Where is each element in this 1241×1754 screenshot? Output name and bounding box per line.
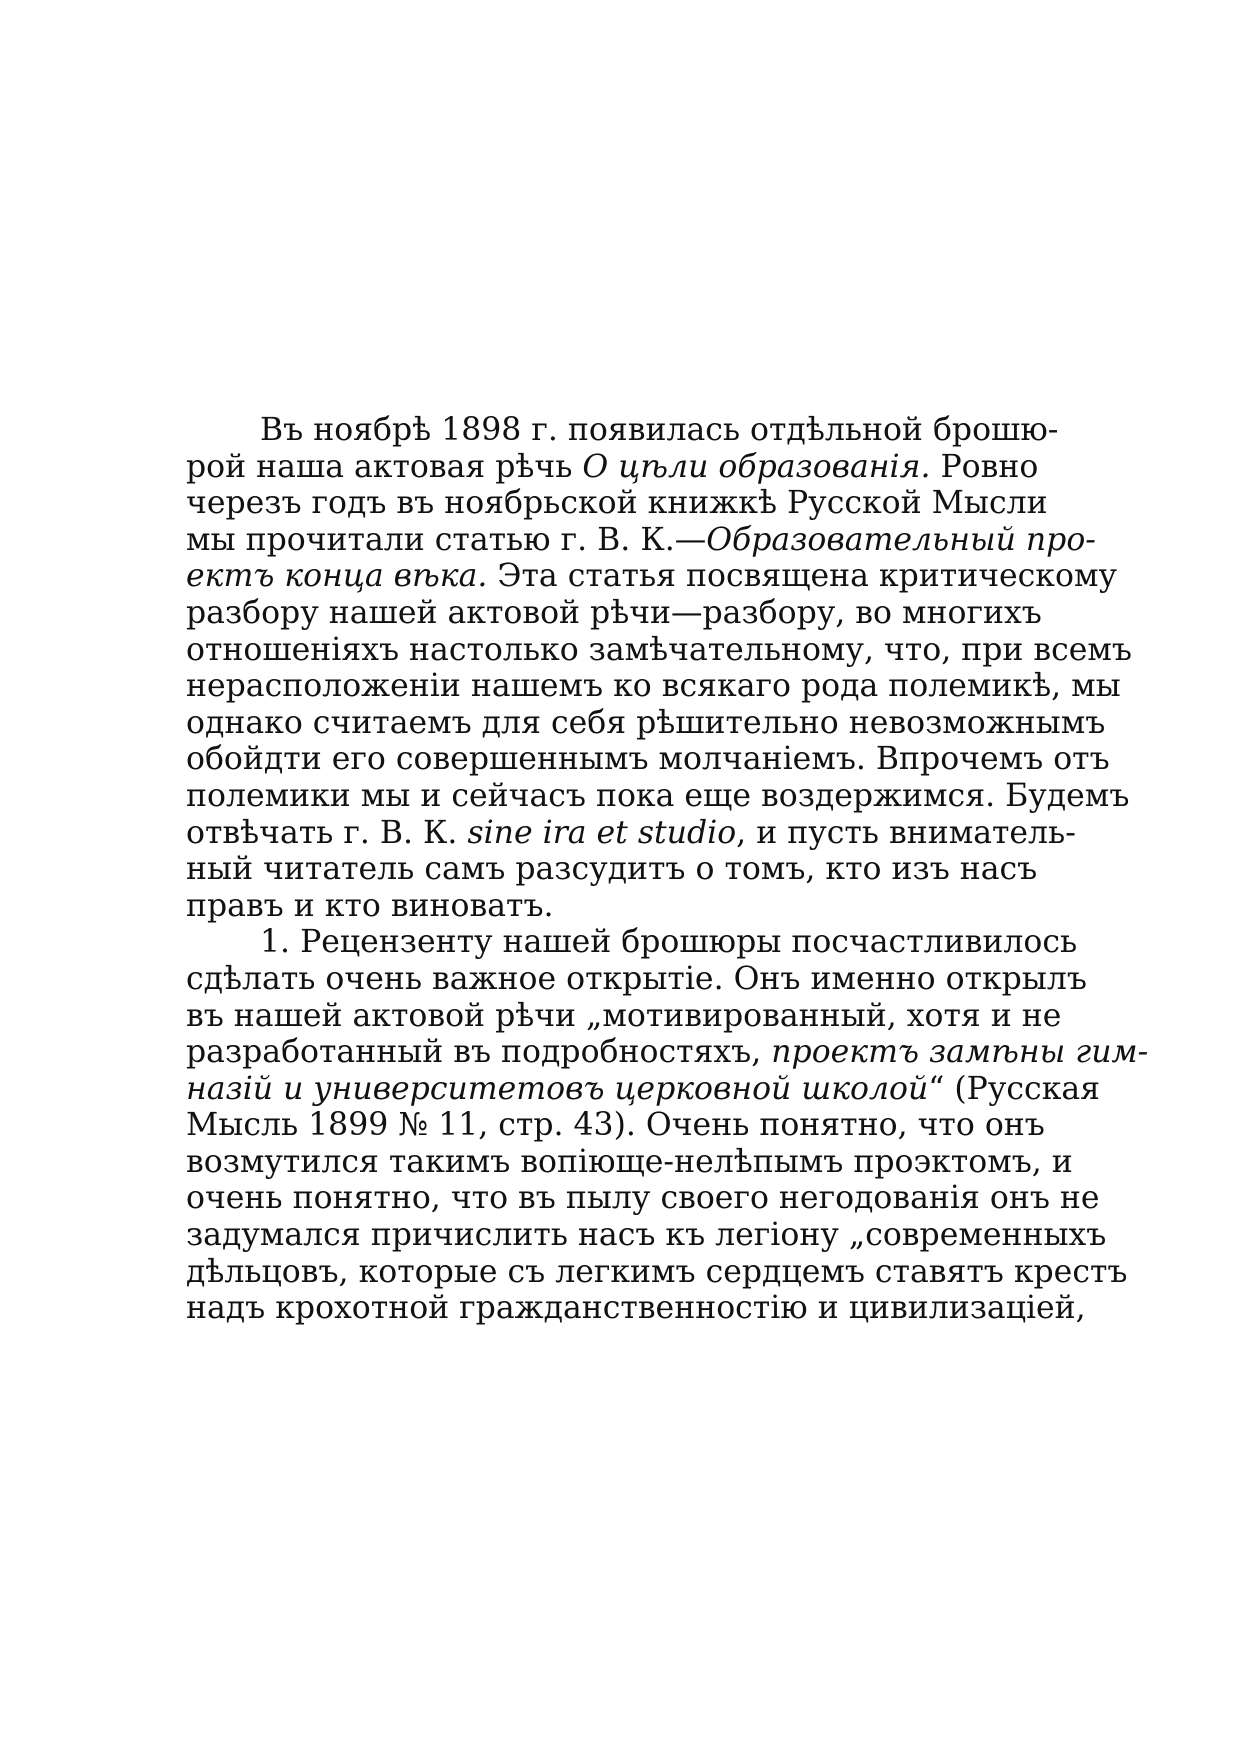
text-line — [186, 1180, 1100, 1217]
italic-text: Образовательный про- — [706, 521, 1096, 558]
text-run: разработанный въ подробностяхъ, — [186, 1034, 772, 1071]
text-run: полемики мы и сейчасъ пока еще воздержимся. Будемъ — [186, 777, 1130, 814]
text-run: , и пусть вниматель- — [736, 814, 1076, 851]
text-run: очень понятно, что въ пылу своего негодованія онъ не — [186, 1180, 1100, 1217]
text-line — [186, 888, 1036, 925]
text-line — [186, 1290, 1086, 1327]
text-run: отношеніяхъ настолько замѣчательному, что, при всемъ — [186, 631, 1132, 668]
text-run: разбору нашей актовой рѣчи—разбору, во многихъ — [186, 594, 1042, 631]
text-line — [186, 412, 1059, 449]
text-line — [186, 448, 1039, 486]
text-run: сдѣлать очень важное открытіе. Онъ именно открылъ — [186, 960, 1087, 997]
text-run: “ (Русская — [928, 1070, 1101, 1107]
text-run: нерасположеніи нашемъ ко всякаго рода полемикѣ, мы — [186, 668, 1121, 705]
text-line — [186, 558, 1117, 595]
text-line — [186, 1217, 1107, 1254]
text-line — [186, 1107, 1045, 1144]
text-run: въ нашей актовой рѣчи „мотивированный, хотя и не — [186, 997, 1062, 1034]
italic-text: назій и университетовъ церковной школой — [186, 1070, 929, 1107]
text-line — [186, 851, 1036, 888]
text-line — [186, 1070, 1101, 1108]
text-line — [186, 741, 1110, 778]
text-run: Ровно — [930, 448, 1039, 485]
text-run: рой наша актовая рѣчь — [186, 448, 583, 485]
text-line — [186, 631, 1132, 669]
text-run: задумался причислить насъ къ легіону „современныхъ — [186, 1217, 1107, 1254]
text-run: Мысль 1899 № 11, стр. 43). Очень понятно, что онъ — [186, 1107, 1045, 1144]
text-line — [186, 485, 1048, 522]
paragraph — [186, 412, 1132, 924]
text-run: дѣльцовъ, которые съ легкимъ сердцемъ ставятъ крестъ — [186, 1253, 1128, 1290]
text-line — [186, 1143, 1073, 1181]
text-run: однако считаемъ для себя рѣшительно невозможнымъ — [186, 704, 1106, 741]
text-line — [186, 594, 1042, 632]
text-run: правъ и кто виноватъ. — [186, 887, 554, 924]
text-run: 1. Рецензенту нашей брошюры посчастливилось — [260, 924, 1078, 961]
body-text — [186, 412, 1149, 1327]
text-line — [186, 777, 1130, 815]
text-line — [186, 960, 1087, 998]
text-run: Эта статья посвящена критическому — [487, 558, 1117, 595]
text-line — [186, 997, 1062, 1035]
text-line — [186, 1253, 1128, 1291]
text-line — [186, 814, 1076, 852]
italic-text: sine ira et studio — [467, 814, 737, 851]
text-run: отвѣчать г. В. К. — [186, 814, 468, 851]
text-run: черезъ годъ въ ноябрьской книжкѣ Русской Мысли — [186, 485, 1048, 522]
text-line — [186, 521, 1096, 559]
text-run: обойдти его совершеннымъ молчаніемъ. Впрочемъ отъ — [186, 741, 1110, 778]
text-line — [186, 1034, 1149, 1071]
text-line — [186, 668, 1121, 705]
text-run: возмутился такимъ вопіюще-нелѣпымъ проэктомъ, и — [186, 1143, 1073, 1180]
text-run: мы прочитали статью г. В. К.— — [186, 521, 707, 558]
italic-text: О цѣли образованія. — [582, 448, 931, 485]
text-run: надъ крохотной гражданственностію и цивилизаціей, — [186, 1290, 1086, 1327]
text-line — [186, 704, 1106, 742]
paragraph — [186, 924, 1149, 1327]
text-run: Въ ноябрѣ 1898 г. появилась отдѣльной брошю- — [260, 412, 1059, 448]
text-run: ный читатель самъ разсудитъ о томъ, кто изъ насъ — [186, 851, 1038, 888]
italic-text: проектъ замѣны гим- — [771, 1034, 1149, 1071]
italic-text: ектъ конца вѣка. — [186, 558, 488, 595]
text-line — [186, 924, 1078, 961]
